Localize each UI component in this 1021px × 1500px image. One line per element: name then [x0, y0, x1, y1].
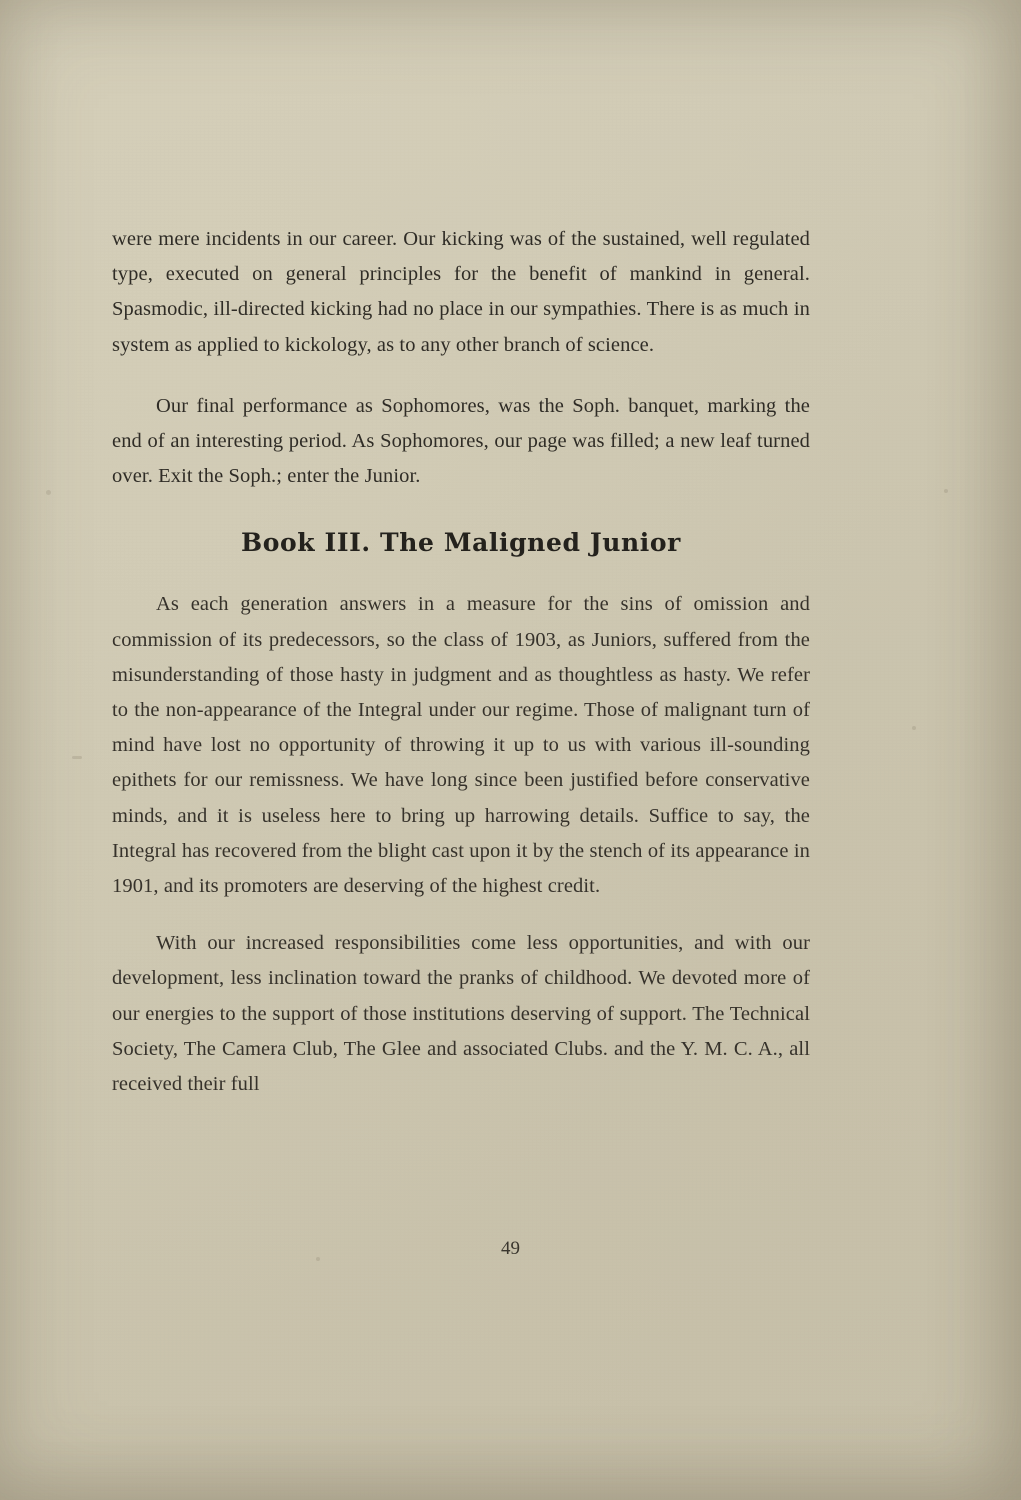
paragraph-junior-2: With our increased responsibilities come less opportunities, and with our development, less inclination toward the pranks of childhood. We devoted more of our energies to the support of those institutions deserving of support. The Technical Society, The Camera Club, The Glee and associated Clubs. and the Y. M. C. A., all received their full	[112, 932, 810, 1096]
lower-text-block	[112, 587, 810, 1102]
paper-speck	[944, 489, 948, 493]
book-heading: Book III. The Maligned Junior	[241, 528, 681, 558]
paper-speck	[912, 726, 916, 730]
paper-speck	[72, 756, 82, 759]
paragraph-junior-1: As each generation answers in a measure for the sins of omission and commission of its predecessors, so the class of 1903, as Juniors, suffered from the misunderstanding of those hasty in judgment and as thoughtless as hasty. We refer to the non-appearance of the Integral under our regime. Those of malignant turn of mind have lost no opportunity of throwing it up to us with various ill-sounding epithets for our remissness. We have long since been justified before conservative minds, and it is useless here to bring up harrowing details. Suffice to say, the Integral has recovered from the blight cast upon it by the stench of its appearance in 1901, and its promoters are deserving of the highest credit.	[112, 593, 810, 898]
page-number: 49	[501, 1238, 520, 1259]
left-margin-fade	[0, 0, 60, 1500]
page-text-body	[112, 222, 810, 1124]
paper-speck	[46, 490, 51, 495]
paragraph-continuation: were mere incidents in our career. Our kicking was of the sustained, well regulated type, executed on general principles for the benefit of mankind in general. Spasmodic, ill-directed kicking had no place in our sympathies. There is as much in system as applied to kickology, as to any other branch of science.	[112, 228, 810, 356]
paragraph-final-performance: Our final performance as Sophomores, was the Soph. banquet, marking the end of an interesting period. As Sophomores, our page was filled; a new leaf turned over. Exit the Soph.; enter the Junior.	[112, 394, 810, 488]
